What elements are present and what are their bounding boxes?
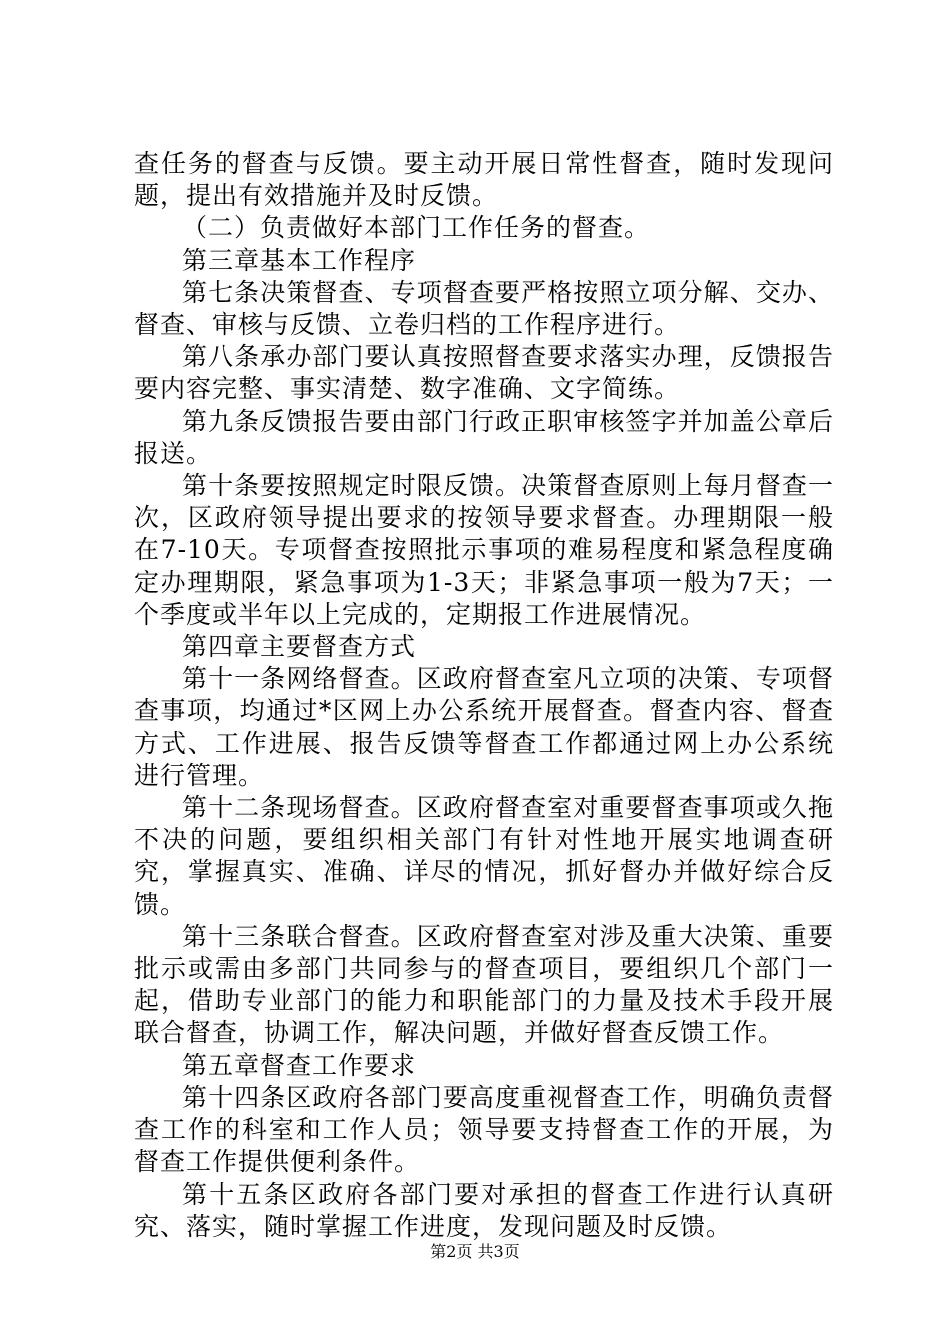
- chapter-4-heading: 第四章主要督查方式: [182, 632, 417, 662]
- article-12: 第十二条现场督查。区政府督查室对重要督查事项或久拖不决的问题，要组织相关部门有针对性地开展实地调查研究，掌握真实、准确、详尽的情况，抓好督办并做好综合反馈。: [134, 793, 834, 919]
- chapter-3-heading: 第三章基本工作程序: [182, 245, 417, 275]
- chapter-5-heading: 第五章督查工作要求: [182, 1050, 417, 1080]
- article-15: 第十五条区政府各部门要对承担的督查工作进行认真研究、落实，随时掌握工作进度，发现问题及时反馈。: [134, 1179, 834, 1241]
- article-11: 第十一条网络督查。区政府督查室凡立项的决策、专项督查事项，均通过*区网上办公系统开展督查。督查内容、督查方式、工作进展、报告反馈等督查工作都通过网上办公系统进行管理。: [134, 664, 834, 790]
- article-9: 第九条反馈报告要由部门行政正职审核签字并加盖公章后报送。: [134, 406, 834, 468]
- document-body: [134, 148, 834, 1243]
- article-13: 第十三条联合督查。区政府督查室对涉及重大决策、重要批示或需由多部门共同参与的督查项目，要组织几个部门一起，借助专业部门的能力和职能部门的力量及技术手段开展联合督查，协调工作，解决问题，并做好督查反馈工作。: [134, 921, 834, 1048]
- article-14: 第十四条区政府各部门要高度重视督查工作，明确负责督查工作的科室和工作人员；领导要支持督查工作的开展，为督查工作提供便利条件。: [134, 1082, 834, 1177]
- page-number-footer: 第2页 共3页: [430, 1242, 520, 1261]
- article-10: 第十条要按照规定时限反馈。决策督查原则上每月督查一次，区政府领导提出要求的按领导要求督查。办理期限一般在7-10天。专项督查按照批示事项的难易程度和紧急程度确定办理期限，紧急事项为1-3天；非紧急事项一般为7天；一个季度或半年以上完成的，定期报工作进展情况。: [134, 471, 834, 629]
- article-8: 第八条承办部门要认真按照督查要求落实办理，反馈报告要内容完整、事实清楚、数字准确、文字简练。: [134, 342, 834, 404]
- paragraph-2: （二）负责做好本部门工作任务的督查。: [182, 213, 651, 243]
- paragraph-1: 查任务的督查与反馈。要主动开展日常性督查，随时发现问题，提出有效措施并及时反馈。: [134, 149, 834, 211]
- article-7: 第七条决策督查、专项督查要严格按照立项分解、交办、督查、审核与反馈、立卷归档的工作程序进行。: [134, 277, 834, 340]
